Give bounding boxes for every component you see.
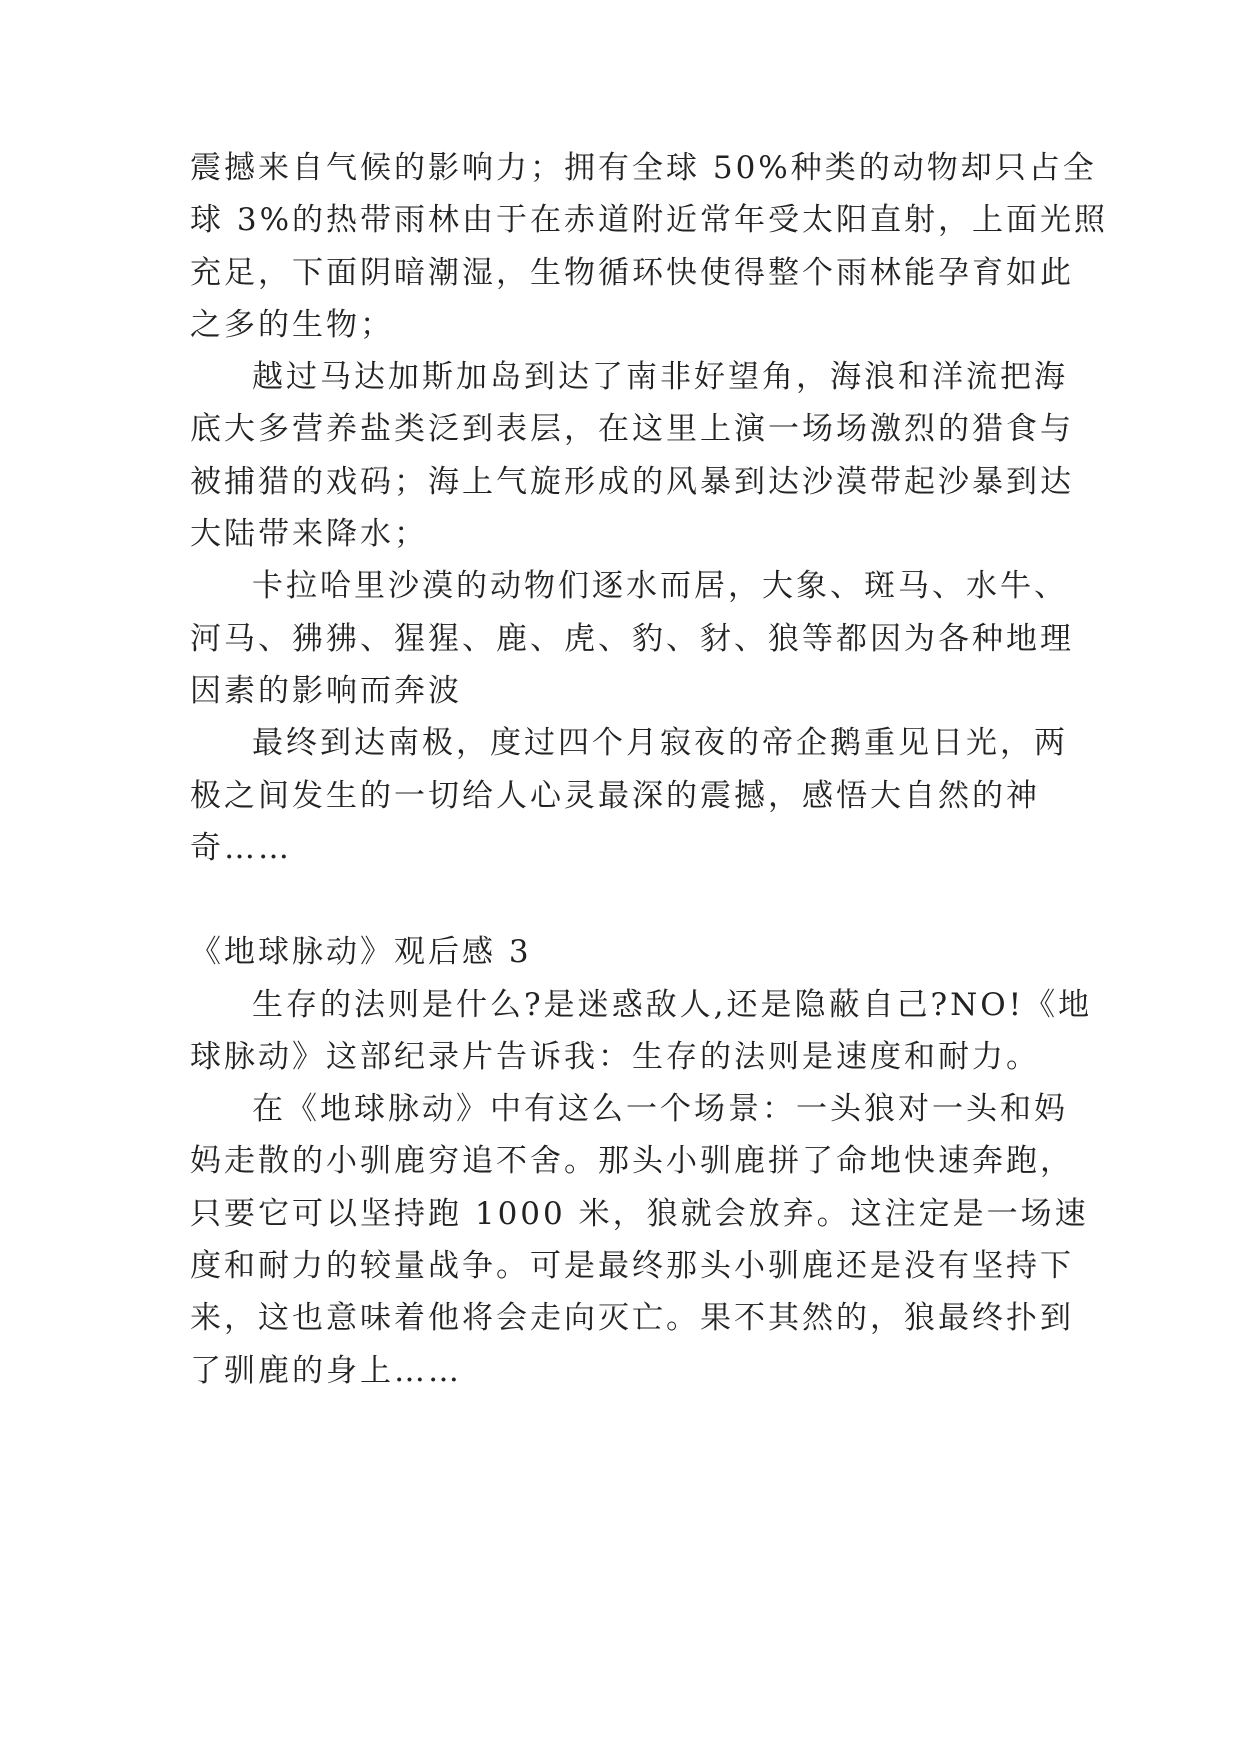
paragraph-6-line-6: 了驯鹿的身上…… [190,1353,462,1389]
paragraph-6-line-5: 来，这也意味着他将会走向灭亡。果不其然的，狼最终扑到 [190,1300,1074,1336]
paragraph-1-line-3: 充足，下面阴暗潮湿，生物循环快使得整个雨林能孕育如此 [190,255,1074,291]
paragraph-6-line-3: 只要它可以坚持跑 1000 米，狼就会放弃。这注定是一场速 [190,1196,1089,1232]
section-title: 《地球脉动》观后感 3 [190,934,532,970]
paragraph-5-line-1: 生存的法则是什么?是迷惑敌人,还是隐蔽自己?NO!《地 [252,987,1093,1023]
paragraph-3-line-2: 河马、狒狒、猩猩、鹿、虎、豹、豺、狼等都因为各种地理 [190,621,1074,657]
paragraph-6-line-2: 妈走散的小驯鹿穷追不舍。那头小驯鹿拼了命地快速奔跑， [190,1143,1074,1179]
paragraph-4-line-1: 最终到达南极，度过四个月寂夜的帝企鹅重见日光，两 [252,725,1068,761]
paragraph-6-line-1: 在《地球脉动》中有这么一个场景：一头狼对一头和妈 [252,1091,1068,1127]
paragraph-1-line-1: 震撼来自气候的影响力；拥有全球 50%种类的动物却只占全 [190,150,1097,186]
paragraph-3-line-1: 卡拉哈里沙漠的动物们逐水而居，大象、斑马、水牛、 [252,568,1068,604]
paragraph-3-line-3: 因素的影响而奔波 [190,673,462,709]
paragraph-2-line-2: 底大多营养盐类泛到表层，在这里上演一场场激烈的猎食与 [190,411,1074,447]
paragraph-6-line-4: 度和耐力的较量战争。可是最终那头小驯鹿还是没有坚持下 [190,1248,1074,1284]
paragraph-2-line-1: 越过马达加斯加岛到达了南非好望角，海浪和洋流把海 [252,359,1068,395]
paragraph-2-line-3: 被捕猎的戏码；海上气旋形成的风暴到达沙漠带起沙暴到达 [190,464,1074,500]
paragraph-1-line-2: 球 3%的热带雨林由于在赤道附近常年受太阳直射，上面光照 [190,202,1109,238]
paragraph-1-line-4: 之多的生物； [190,307,394,343]
paragraph-4-line-3: 奇…… [190,830,292,866]
paragraph-2-line-4: 大陆带来降水； [190,516,428,552]
paragraph-4-line-2: 极之间发生的一切给人心灵最深的震撼，感悟大自然的神 [190,778,1040,814]
paragraph-5-line-2: 球脉动》这部纪录片告诉我：生存的法则是速度和耐力。 [190,1039,1040,1075]
